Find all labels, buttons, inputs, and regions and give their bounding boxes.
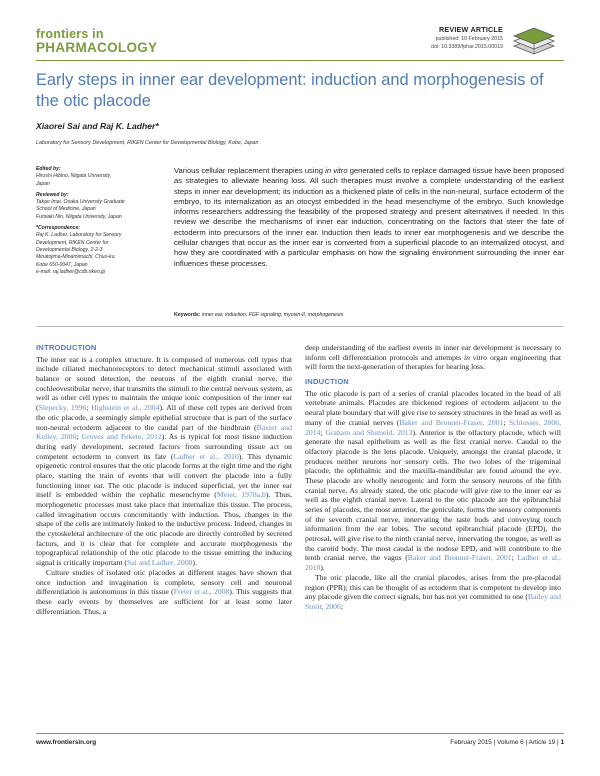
correspondence-line: Raj K. Ladher, Laboratory for Sensory: [36, 232, 122, 239]
journal-logo-top: frontiers in: [36, 27, 104, 41]
body-text: ). As is typical for most tissue induction during early development, secreted factors from surrounding tissue act on competent ectoderm to convert its fate (: [36, 432, 292, 461]
abstract-divider: [36, 326, 564, 327]
body-text: The inner ear is a complex structure. It is composed of numerous cell types that include ciliated mechanoreceptors to detect mechanical stimuli associated with balance or sound detection, the neurons of the eighth cranial nerve, the cochleovestibular nerve, that transmits the stimuli to the central nervous system, as well as other cell types to maintain the unique ionic composition of the inner ear (: [36, 354, 292, 413]
citation-link[interactable]: Graham and Shimeld, 2013: [325, 427, 413, 437]
published-date: published: 10 February 2015: [435, 36, 503, 42]
abstract-text: Various cellular replacement therapies using: [174, 166, 326, 175]
citation-link[interactable]: Sai and Ladher, 2008: [126, 558, 193, 568]
article-type: REVIEW ARTICLE: [438, 25, 503, 34]
section-heading-introduction: INTRODUCTION: [36, 343, 97, 352]
body-text: ). Thus, morphogenetic processes must take place that internalize this tissue. The process, called invagination occurs concomitantly with induction. Thus, changes in the shape of the cells are intimately linked to the inductive process. Indeed, changes in the cytoskeletal architecture of the otic placode are directly controlled by secreted factors, and it is clear that for complete and accurate morphogenesis the topographical relationship of the otic placode to the tissue emitting the inducing signal is critically important (: [36, 490, 292, 568]
reviewer-line: Fumiaki Nin, Niigata University, Japan: [36, 213, 122, 220]
page-number: 1: [560, 739, 564, 746]
paragraph: [305, 389, 561, 573]
reviewed-by-label: Reviewed by:: [36, 191, 69, 198]
body-text: ;: [511, 553, 518, 563]
doi[interactable]: doi: 10.3389/fphar.2015.00019: [431, 44, 503, 50]
body-text: ). All of these cell types are derived from the otic placode, a seemingly simple epithelial structure that is part of the surface non-neural ectoderm adjacent to the caudal part of the hindbrain (: [36, 403, 292, 432]
body-column-right: [305, 343, 561, 612]
citation-link[interactable]: Baxter and Kelley, 2006: [36, 422, 292, 442]
abstract-italic: in vitro: [325, 166, 348, 175]
citation-link[interactable]: Ladher et al., 2010: [305, 553, 561, 573]
journal-logo-name: PHARMACOLOGY: [36, 40, 158, 55]
affiliation: Laboratory for Sensory Development, RIKEN Center for Developmental Biology, Kobe, Japan: [36, 140, 259, 146]
editor-line: Japan: [36, 180, 50, 187]
body-text: The otic placode, like all the cranial placodes, arises from the pre-placodal region (PPR); this can be thought of as ectoderm that is competent to develop into any placode given the correct signals, but has not yet committed to one (: [305, 572, 561, 602]
citation-link[interactable]: Highstein et al., 2004: [91, 403, 160, 413]
correspondence-line: Developmental Biology, 2-2-3: [36, 246, 103, 253]
footer-divider: [36, 733, 564, 734]
edited-by-label: Edited by:: [36, 166, 61, 172]
body-text-italic: in vitro: [464, 352, 488, 362]
body-text: ;: [340, 601, 344, 611]
body-column-left: [36, 343, 292, 616]
keywords-list: inner ear, induction, FGF signaling, myosin-II, morphogenesis: [201, 312, 344, 318]
body-text: ;: [76, 432, 82, 442]
correspondence-email[interactable]: e-mail: raj.ladher@cdb.riken.jp: [36, 268, 106, 275]
footer-citation: [450, 739, 564, 746]
body-text: ). This dynamic epigenetic control ensures that the otic placode forms at the right time and the right place, starting the train of events that will convert the placode into a fully functioning inner ear. The otic placode is induced superficial, yet the inner ear itself is embedded within the cephalic mesenchyme (: [36, 451, 292, 500]
citation-link[interactable]: Baker and Bronner-Fraser, 2001: [407, 553, 512, 563]
correspondence-line: Development, RIKEN Center for: [36, 239, 109, 246]
paragraph: [305, 343, 561, 372]
paragraph: [305, 573, 561, 612]
correspondence-label: *Correspondence:: [36, 225, 81, 232]
body-text: Culture studies of isolated otic placodes at different stages have shown that once induction and invagination is complete, sensory cell and neuronal differentiation is autonomous in this tissue (: [36, 567, 292, 597]
footer-citation-text: February 2015 | Volume 6 | Article 19 |: [450, 739, 559, 746]
correspondence-line: Minatojima-Minamimachi, Chuo-ku,: [36, 254, 116, 261]
abstract-text: generated cells to replace damaged tissue have been proposed as strategies to alleviate hearing loss. All such therapies must involve a complete understanding of the earliest steps in inner ear development; its induction as a thickened plate of cells in the non-neural, surface ectoderm of the embryo, to its internalization as an otocyst embedded in the head mesenchyme of the embryo. Such knowledge informs researchers addressing the feasibility of the proposed strategy and present alternatives if needed. In this review we describe the mechanisms of inner ear induction, concentrating on the factors that steer the fate of ectoderm into precursors of the inner ear. Induction then leads to inner ear morphogenesis and we describe the cellular changes that occur as the inner ear is converted from a superficial placode to an internalized otocyst, and how they are coordinated with a particular emphasis on how the signaling environment surrounding the inner ear influences these processes.: [174, 166, 564, 268]
citation-link[interactable]: Meier, 1978a,b: [216, 490, 266, 500]
reviewer-line: School of Medicine, Japan: [36, 206, 96, 213]
citation-link[interactable]: Groves and Fekete, 2012: [81, 432, 162, 442]
citation-link[interactable]: Ladher et al., 2010: [173, 451, 239, 461]
header-divider: [36, 60, 564, 61]
editor-line: Hiroshi Hibino, Niigata University,: [36, 173, 112, 180]
body-text: ).: [320, 563, 325, 573]
body-text: ).: [192, 558, 197, 568]
article-title: Early steps in inner ear development: induction and morphogenesis of the otic placode: [36, 71, 544, 110]
body-text: The otic placode is part of a series of cranial placodes located in the head of all vertebrate animals. Placodes are thickened regions of ectoderm adjacent to the neural plate boundary that will give rise to sensory structures in the head as well as many of the cranial nerves (: [305, 388, 561, 427]
paragraph: [36, 355, 292, 568]
paragraph: [36, 568, 292, 616]
abstract: [174, 166, 564, 269]
citation-link[interactable]: Schlosser, 2006, 2014: [305, 417, 561, 437]
keywords: [174, 312, 564, 318]
editorial-sidebar: [36, 166, 164, 276]
body-text: ). This suggests that these early events by themselves are sufficient for at least some later differentiation. Thus, a: [36, 587, 293, 616]
body-text: ;: [503, 417, 510, 427]
citation-link[interactable]: Slepecky, 1996: [38, 403, 87, 413]
body-text: ;: [320, 427, 326, 437]
citation-link[interactable]: Freter et al., 2008: [173, 587, 230, 597]
body-text: organ engineering that will form the next-generation of therapies for hearing loss.: [305, 352, 561, 372]
authors: Xiaorei Sai and Raj K. Ladher*: [36, 121, 159, 131]
citation-link[interactable]: Baker and Bronner-Fraser, 2001: [399, 417, 504, 427]
reviewer-line: Takao Imai, Osaka University Graduate: [36, 199, 125, 206]
keywords-label: Keywords:: [174, 312, 201, 318]
citation-link[interactable]: Bailey and Streit, 2006: [305, 592, 561, 611]
stacked-journals-icon: [510, 26, 560, 58]
correspondence-line: Kobe 650-0047, Japan: [36, 261, 88, 268]
section-heading-induction: INDUCTION: [305, 377, 349, 387]
footer-url[interactable]: www.frontiersin.org: [36, 739, 97, 746]
body-text: ). Anterior is the olfactory placode, which will generate the nasal epithelium as well as the first cranial nerve. Caudal to the olfactory placode is the lens placode. Uniquely, amongst the cranial placode, it produces neither neurons nor sensory cells. The two lobes of the trigeminal placode, the ophthalmic and the maxilla-mandibular are found around the eye. These placode are wholly neurogenic and form the sensory neurons of the fifth cranial nerve. As already stated, the otic placode will give rise to the inner ear as well as the eighth cranial nerve. Lateral to the otic placode are the epibranchial series of placodes, the most anterior, the geniculate, forms the sensory components of the seventh cranial nerve, innervating the taste buds and conveying touch information from the ear lobes. The second epibranchial placode (EPD), the petrosal, will give rise to the ninth cranial nerve, innervating the tongue, as well as the carotid body. The most caudal is the nodose EPD, and will contribute to the tenth cranial nerve, the vagus (: [305, 427, 561, 563]
body-text: ;: [86, 403, 92, 413]
body-text: deep understanding of the earliest events in inner ear development is necessary to inform cell differentiation protocols and attempts: [305, 343, 561, 362]
